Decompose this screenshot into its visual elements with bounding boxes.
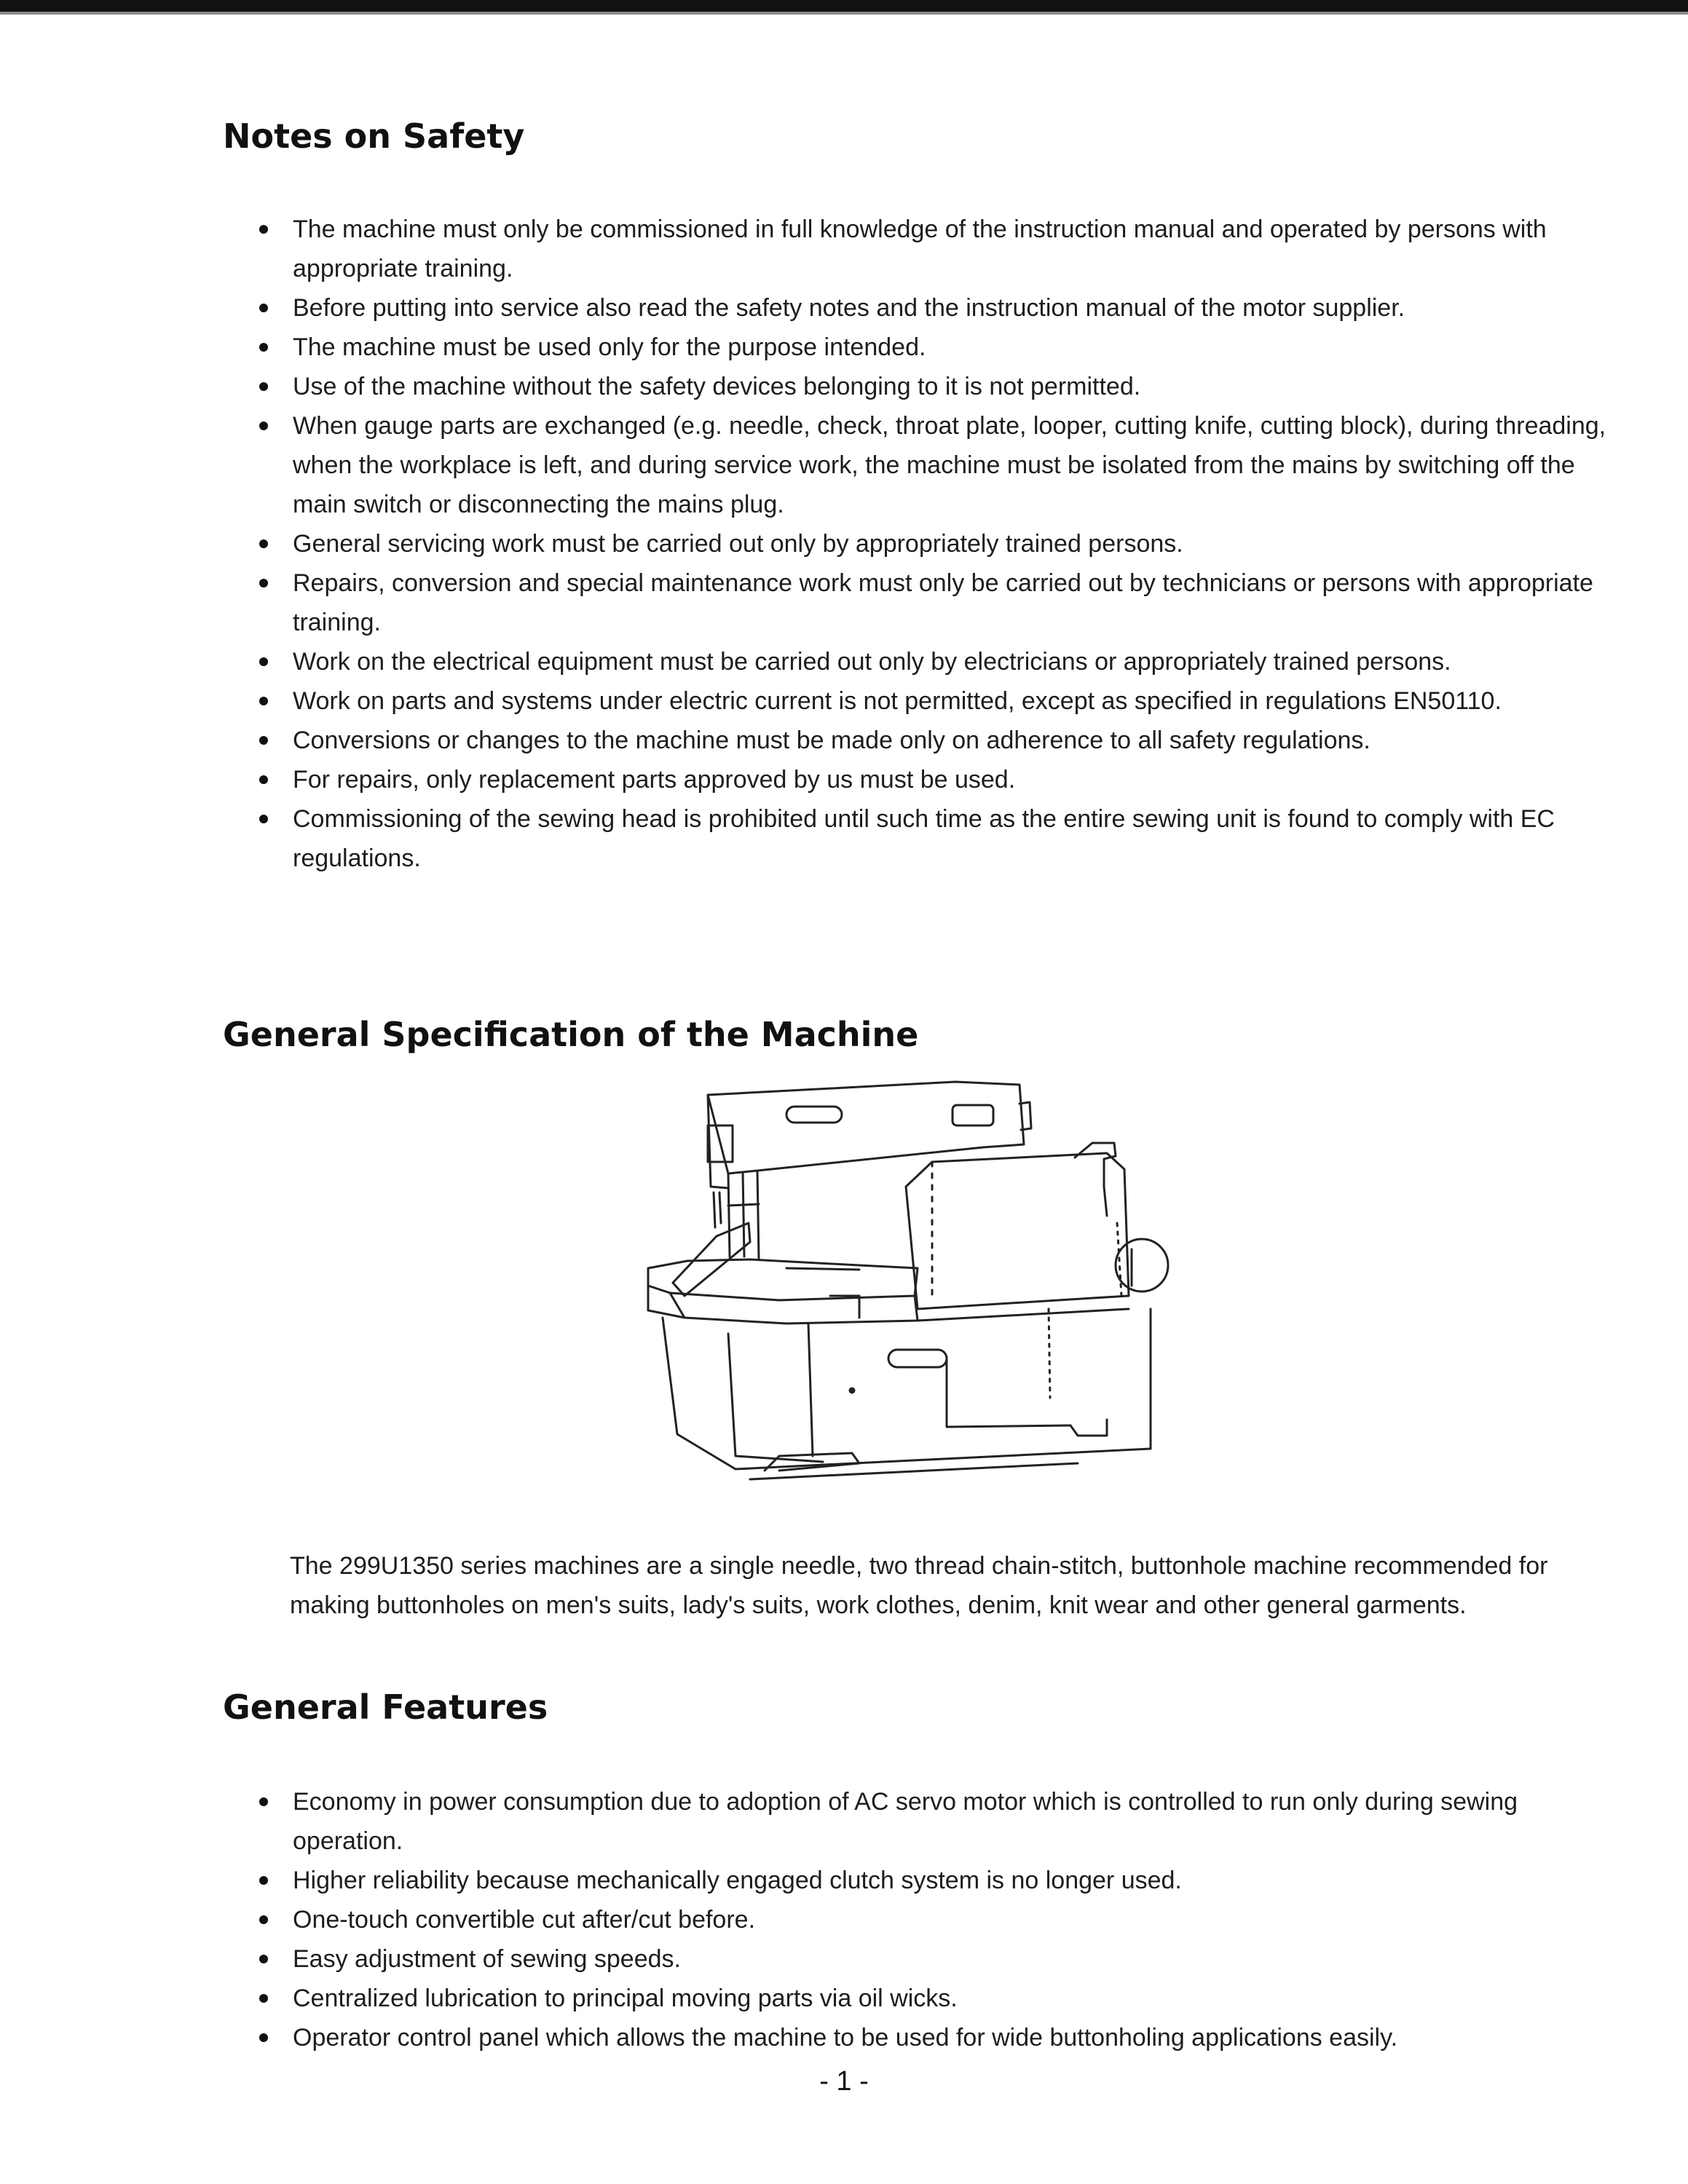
bullet-icon xyxy=(259,657,268,666)
list-item-text: The machine must be used only for the purpose intended. xyxy=(293,333,926,361)
bullet-icon xyxy=(259,343,268,352)
specification-description: The 299U1350 series machines are a single needle, two thread chain-stitch, buttonhole machine recommended for making buttonholes on men's suits, lady's suits, work clothes, denim, knit wear and other general garments. xyxy=(290,1552,1548,1619)
list-item xyxy=(255,406,1609,524)
list-item-text: Commissioning of the sewing head is prohibited until such time as the entire sewing unit is found to comply with EC regulations. xyxy=(293,805,1555,872)
list-item xyxy=(255,288,1609,328)
list-item-text: Higher reliability because mechanically engaged clutch system is no longer used. xyxy=(293,1867,1182,1894)
bullet-icon xyxy=(259,1797,268,1806)
features-heading: General Features xyxy=(223,1688,548,1727)
bullet-icon xyxy=(259,422,268,430)
bullet-icon xyxy=(259,579,268,587)
bullet-icon xyxy=(259,1994,268,2003)
list-item xyxy=(255,2018,1609,2057)
page-number: - 1 - xyxy=(819,2066,869,2097)
list-item xyxy=(255,1861,1609,1900)
bullet-icon xyxy=(259,539,268,548)
list-item-text: Centralized lubrication to principal moving parts via oil wicks. xyxy=(293,1985,958,2012)
list-item-text: For repairs, only replacement parts approved by us must be used. xyxy=(293,766,1016,794)
list-item xyxy=(255,524,1609,563)
list-item xyxy=(255,642,1609,681)
list-item-text: Use of the machine without the safety devices belonging to it is not permitted. xyxy=(293,373,1141,400)
list-item-text: General servicing work must be carried out only by appropriately trained persons. xyxy=(293,530,1183,558)
list-item xyxy=(255,681,1609,721)
list-item xyxy=(255,563,1609,642)
list-item-text: One-touch convertible cut after/cut before. xyxy=(293,1906,756,1934)
bullet-icon xyxy=(259,1876,268,1885)
list-item xyxy=(255,367,1609,406)
list-item xyxy=(255,1939,1609,1979)
list-item-text: Conversions or changes to the machine must be made only on adherence to all safety regulations. xyxy=(293,727,1370,754)
top-scan-rule xyxy=(0,0,1688,12)
list-item xyxy=(255,760,1609,799)
list-item xyxy=(255,1782,1609,1861)
list-item xyxy=(255,210,1609,288)
list-item-text: Easy adjustment of sewing speeds. xyxy=(293,1945,681,1973)
list-item xyxy=(255,799,1609,878)
list-item-text: Before putting into service also read the safety notes and the instruction manual of the motor supplier. xyxy=(293,294,1405,322)
sewing-machine-illustration-icon xyxy=(641,1077,1194,1485)
list-item-text: When gauge parts are exchanged (e.g. needle, check, throat plate, looper, cutting knife, cutting block), during threading, when the workplace is left, and during service work, the machine must be isolated from the mains by switching off the main switch or disconnecting the mains plug. xyxy=(293,412,1606,518)
bullet-icon xyxy=(259,225,268,234)
safety-list xyxy=(255,210,1609,878)
specification-heading: General Specification of the Machine xyxy=(223,1015,919,1054)
list-item-text: The machine must only be commissioned in full knowledge of the instruction manual and operated by persons with appropriate training. xyxy=(293,215,1547,282)
bullet-icon xyxy=(259,1955,268,1963)
list-item xyxy=(255,328,1609,367)
list-item xyxy=(255,1979,1609,2018)
list-item-text: Operator control panel which allows the machine to be used for wide buttonholing applications easily. xyxy=(293,2024,1398,2052)
list-item xyxy=(255,1900,1609,1939)
top-scan-rule-shadow xyxy=(0,12,1688,15)
bullet-icon xyxy=(259,815,268,823)
bullet-icon xyxy=(259,736,268,745)
bullet-icon xyxy=(259,382,268,391)
list-item xyxy=(255,721,1609,760)
safety-heading: Notes on Safety xyxy=(223,116,525,156)
bullet-icon xyxy=(259,775,268,784)
list-item-text: Repairs, conversion and special maintenance work must only be carried out by technicians or persons with appropriate training. xyxy=(293,569,1593,636)
list-item-text: Work on the electrical equipment must be carried out only by electricians or appropriately trained persons. xyxy=(293,648,1451,676)
features-list xyxy=(255,1782,1609,2057)
bullet-icon xyxy=(259,2033,268,2042)
list-item-text: Economy in power consumption due to adoption of AC servo motor which is controlled to run only during sewing operation. xyxy=(293,1788,1518,1855)
bullet-icon xyxy=(259,697,268,705)
list-item-text: Work on parts and systems under electric current is not permitted, except as specified in regulations EN50110. xyxy=(293,687,1502,715)
bullet-icon xyxy=(259,304,268,312)
bullet-icon xyxy=(259,1915,268,1924)
